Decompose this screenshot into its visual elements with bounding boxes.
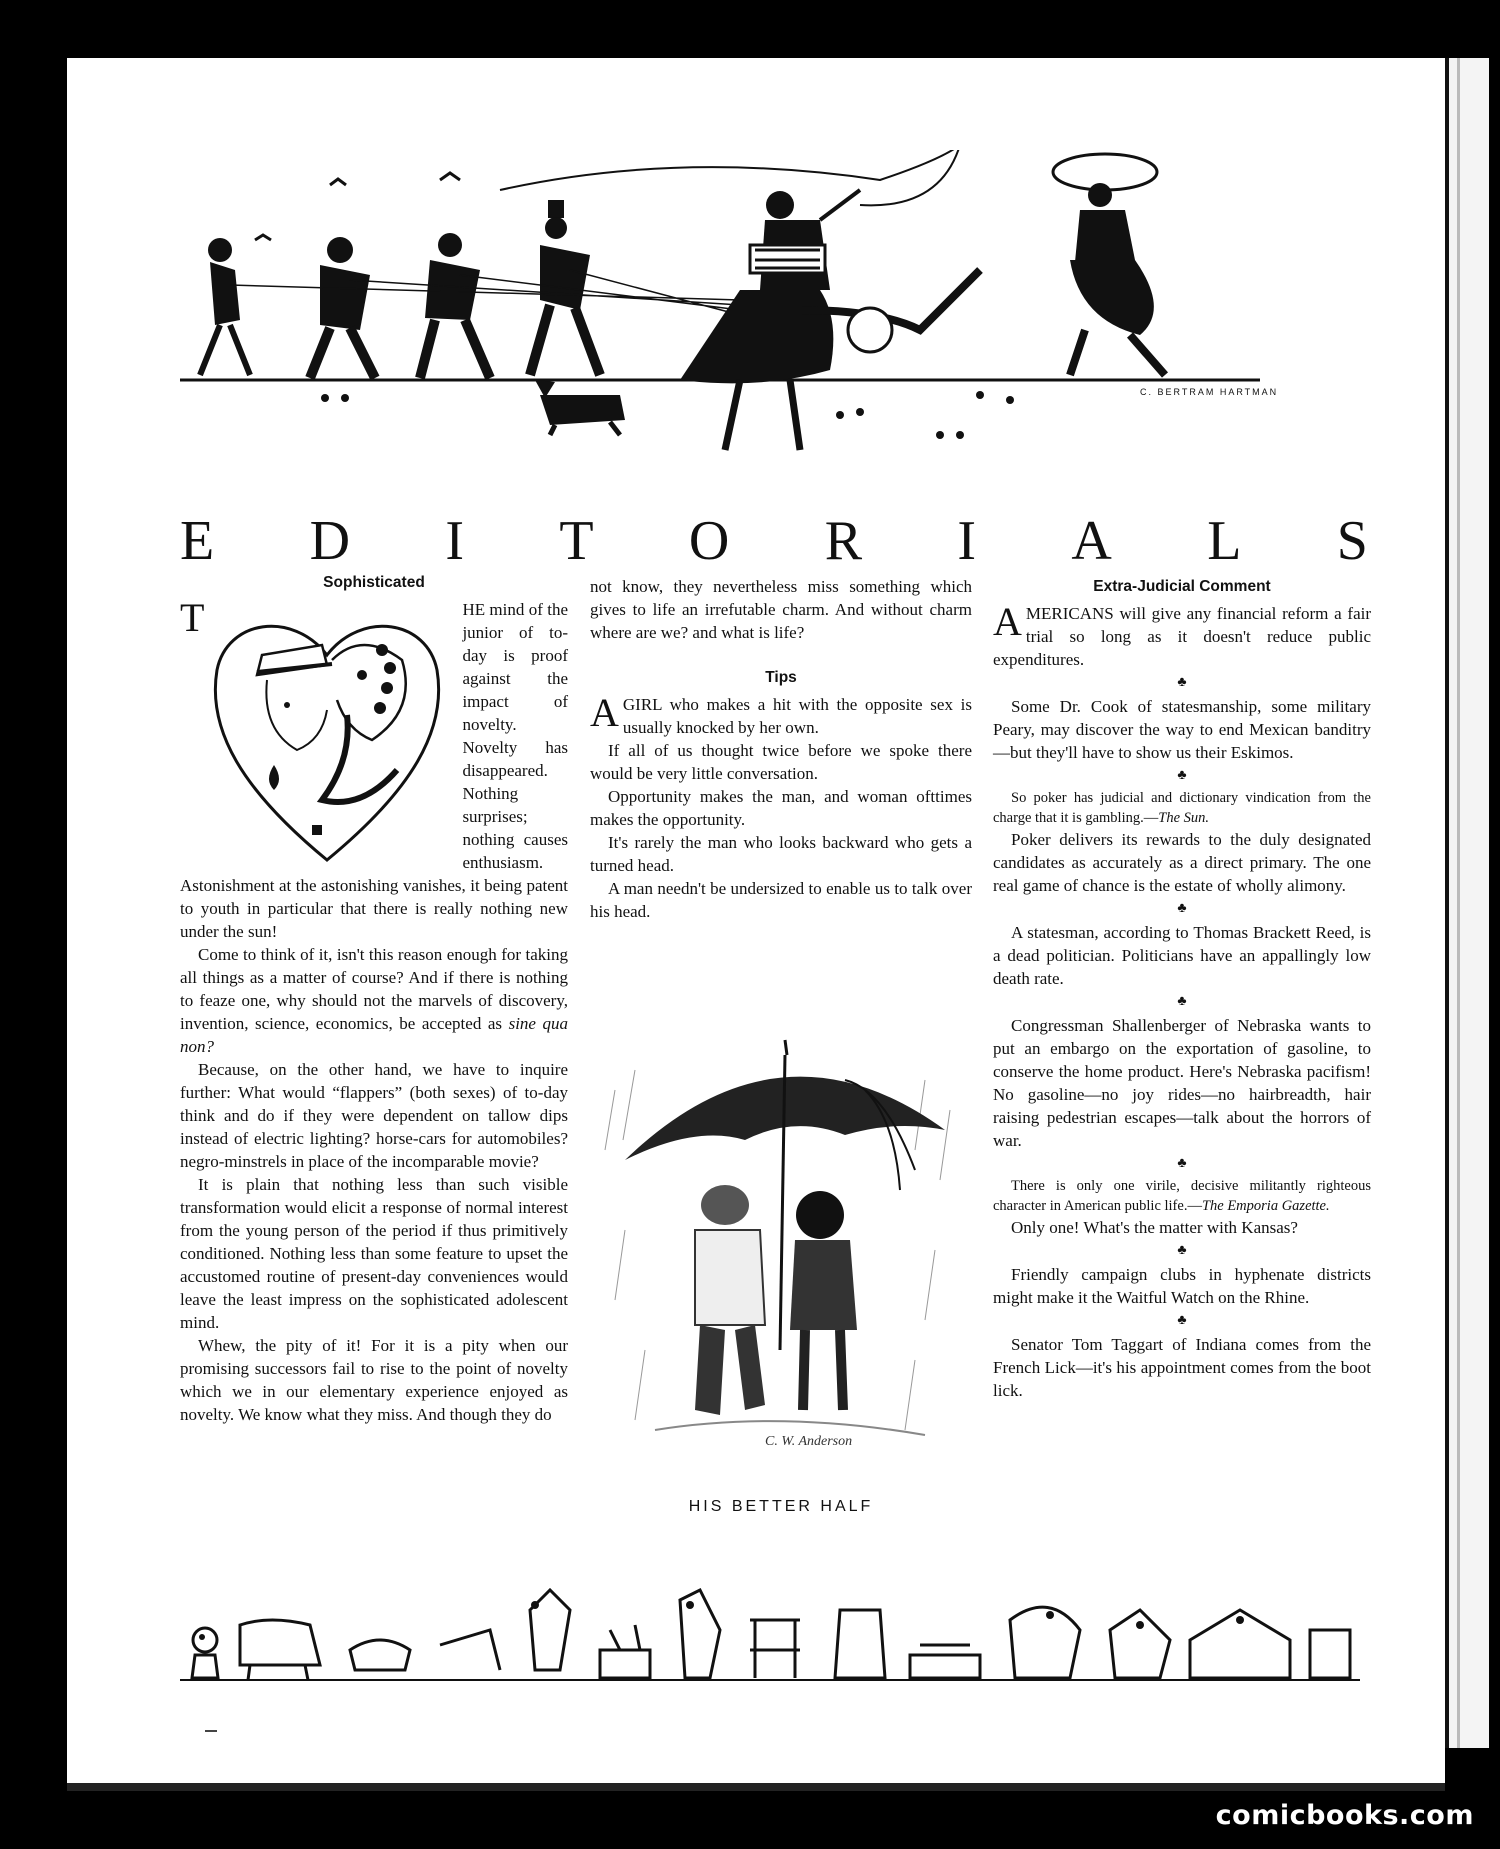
drop-cap: A: [993, 599, 1022, 644]
quote-text: There is only one virile, decisive militantly righteous character in American public life.—: [993, 1178, 1371, 1214]
tip: [590, 690, 972, 739]
header-signature: C. BERTRAM HARTMAN: [1140, 387, 1279, 397]
header-illustration-svg: [180, 150, 1280, 495]
title-letter: A: [1071, 510, 1114, 572]
tip: If all of us thought twice before we spoke there would be very little conversation.: [590, 741, 972, 783]
club-separator-icon: ♣: [1177, 768, 1187, 783]
comment: Only one! What's the matter with Kansas?: [1011, 1218, 1298, 1237]
club-separator-icon: ♣: [1177, 1156, 1187, 1171]
column-tips: [590, 575, 972, 923]
title-letter: I: [445, 510, 467, 572]
paragraph: not know, they nevertheless miss something which gives to life an irrefutable charm. And without charm where are we? and what is life?: [590, 577, 972, 642]
quoted-comment: [993, 788, 1371, 828]
page-fold: [1457, 58, 1460, 1748]
title-letter: R: [824, 510, 865, 572]
site-watermark: comicbooks.com: [1215, 1800, 1474, 1831]
heart-couple-illustration: [202, 600, 452, 868]
title-letter: O: [688, 510, 732, 572]
paragraph-text: Come to think of it, isn't this reason enough for taking all things as a matter of course? And if there is nothing to feaze one, why should not the marvels of discovery, invention, science, economics, be accepted as: [180, 945, 568, 1033]
woman-plowing: [1053, 154, 1165, 375]
comment: Poker delivers its rewards to the duly designated candidates as accurately as a direct primary. The one real game of chance is the estate of wholly alimony.: [993, 830, 1371, 895]
umbrella-couple-illustration: [595, 1030, 970, 1455]
quoted-comment: [993, 1176, 1371, 1216]
section-heading: Tips: [765, 669, 797, 686]
drop-cap: A: [590, 690, 619, 735]
title-letter: E: [180, 510, 217, 572]
woman-with-whip: [680, 190, 860, 450]
illustration-signature: C. W. Anderson: [765, 1434, 853, 1449]
page-title: [180, 506, 1370, 576]
comment: [993, 599, 1371, 671]
drop-cap: T: [180, 595, 205, 640]
title-letter: S: [1336, 510, 1370, 572]
club-separator-icon: ♣: [1177, 994, 1187, 1009]
title-letter: L: [1207, 510, 1244, 572]
flowers-decoration: [321, 391, 1014, 439]
title-letter: T: [559, 510, 596, 572]
quote-source: The Emporia Gazette.: [1201, 1198, 1330, 1214]
dog-figure: [535, 380, 625, 435]
column-sophisticated: [180, 571, 568, 1426]
paragraph: Whew, the pity of it! For it is a pity when our promising successors fail to rise to the point of novelty which we in our elementary experience enjoyed as novelty. We know what they miss. And though they do: [180, 1336, 568, 1424]
title-letter: I: [957, 510, 979, 572]
title-letter: D: [309, 510, 353, 572]
quote-source: The Sun.: [1158, 810, 1209, 826]
illustration-caption: HIS BETTER HALF: [688, 1498, 874, 1515]
footer-illustration-svg: [180, 1570, 1380, 1695]
italic-phrase: sine qua non?: [180, 1014, 569, 1056]
header-illustration: [180, 150, 1280, 495]
section-heading: Sophisticated: [323, 574, 425, 591]
club-separator-icon: ♣: [1177, 901, 1187, 916]
quote-text: So poker has judicial and dictionary vindication from the charge that it is gambling.—: [993, 790, 1371, 826]
section-heading: Extra-Judicial Comment: [1093, 578, 1271, 595]
heart-illustration-svg: [202, 600, 452, 868]
comment: Senator Tom Taggart of Indiana comes from the French Lick—it's his appointment comes from the boot lick.: [993, 1335, 1371, 1400]
club-separator-icon: ♣: [1177, 1243, 1187, 1258]
facing-page-edge: [1445, 58, 1489, 1748]
paragraph: It is plain that nothing less than such visible transformation would elicit a response of normal interest from the young person of the period if thus primitively conditioned. Nothing less than some feature to upset the accustomed routine of present-day conveniences would leave the least impress on the sophisticated adolescent mind.: [180, 1175, 568, 1332]
tip: It's rarely the man who looks backward who gets a turned head.: [590, 833, 972, 875]
man-figure-1: [200, 238, 250, 375]
paragraph: [180, 943, 568, 1058]
comment-text: MERICANS will give any financial reform a fair trial so long as it doesn't reduce public expenditures.: [993, 604, 1371, 669]
footer-illustration: [180, 1570, 1380, 1695]
paragraph: Because, on the other hand, we have to inquire further: What would “flappers” (both sexes) of to-day think and do if they were dependent on tallow dips instead of electric lighting? horse-cars for automobiles? negro-minstrels in place of the incomparable movie?: [180, 1060, 568, 1171]
page-mark: [205, 1730, 217, 1732]
club-separator-icon: ♣: [1177, 1313, 1187, 1328]
paragraph: [180, 595, 568, 943]
page-bottom-shadow: [67, 1783, 1445, 1791]
man-figure-3: [420, 233, 490, 378]
tip: Opportunity makes the man, and woman ofttimes makes the opportunity.: [590, 787, 972, 829]
comment: Friendly campaign clubs in hyphenate districts might make it the Waitful Watch on the Rhine.: [993, 1265, 1371, 1307]
man-figure-2: [310, 237, 375, 378]
paragraph-text: HE mind of the junior of to-day is proof against the impact of novelty. Novelty has disappeared. Nothing surprises; nothing causes enthusiasm. Astonishment at the astonishing vanishes, it being patent to youth in particular that there is really nothing new under the sun!: [180, 600, 568, 941]
comment: A statesman, according to Thomas Brackett Reed, is a dead politician. Politicians have an appallingly low death rate.: [993, 923, 1371, 988]
umbrella-illustration-svg: [595, 1030, 970, 1455]
comment: Congressman Shallenberger of Nebraska wants to put an embargo on the exportation of gasoline, to conserve the home product. Here's Nebraska pacifism! No gasoline—no joy rides—no hairbreadth, hair raising pedestrian escapes—talk about the horrors of war.: [993, 1016, 1371, 1150]
tip: A man needn't be undersized to enable us to talk over his head.: [590, 879, 972, 921]
club-separator-icon: ♣: [1177, 675, 1187, 690]
tip-text: GIRL who makes a hit with the opposite sex is usually knocked by her own.: [622, 695, 972, 737]
column-extra-judicial-comment: [993, 575, 1371, 1402]
comment: Some Dr. Cook of statesmanship, some military Peary, may discover the way to end Mexican banditry—but they'll have to show us their Eskimos.: [993, 697, 1371, 762]
